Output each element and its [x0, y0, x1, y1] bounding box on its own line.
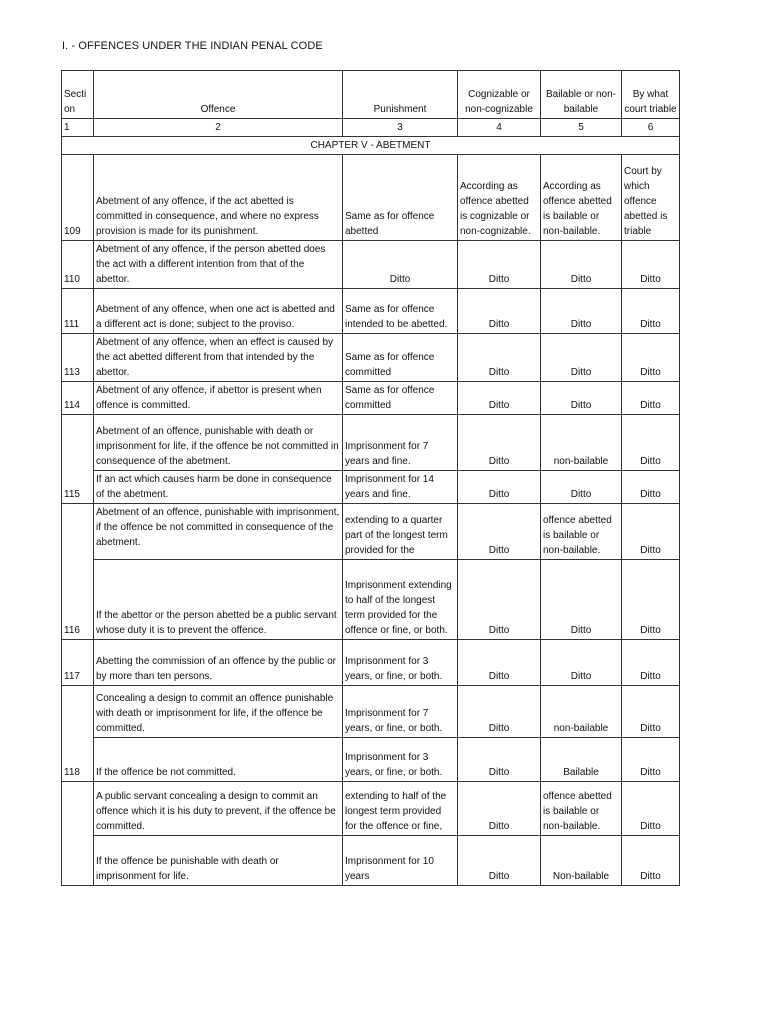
cognizable-cell: Ditto — [458, 782, 541, 836]
section-number: 114 — [62, 382, 94, 415]
court-cell: Ditto — [622, 334, 680, 382]
offence-cell: Concealing a design to commit an offence punishable with death or imprisonment for life, if the offence be committed. — [94, 686, 343, 738]
cognizable-cell: Ditto — [458, 382, 541, 415]
section-number: 113 — [62, 334, 94, 382]
table-row — [62, 415, 680, 471]
section-number: 118 — [62, 686, 94, 782]
offence-cell: Abetment of any offence, if abettor is present when offence is committed. — [94, 382, 343, 415]
bailable-cell: offence abetted is bailable or non-bailable. — [541, 504, 622, 560]
court-cell: Ditto — [622, 782, 680, 836]
bailable-cell: Ditto — [541, 640, 622, 686]
offences-table — [61, 70, 680, 886]
offence-cell: Abetment of an offence, punishable with imprisonment, if the offence be not committed in consequence of the abetment. — [94, 504, 343, 560]
court-cell: Ditto — [622, 640, 680, 686]
table-row — [62, 382, 680, 415]
table-row — [62, 836, 680, 886]
punishment-cell: Same as for offence committed — [343, 334, 458, 382]
section-number: 110 — [62, 241, 94, 289]
cognizable-cell: According as offence abetted is cognizable or non-cognizable. — [458, 155, 541, 241]
punishment-cell: Imprisonment extending to half of the longest term provided for the offence or fine, or both. — [343, 560, 458, 640]
court-cell: Ditto — [622, 415, 680, 471]
section-number: 117 — [62, 640, 94, 686]
bailable-cell: Ditto — [541, 241, 622, 289]
cognizable-cell: Ditto — [458, 504, 541, 560]
column-number: 4 — [458, 119, 541, 137]
column-number-row — [62, 119, 680, 137]
cognizable-cell: Ditto — [458, 738, 541, 782]
column-number: 1 — [62, 119, 94, 137]
table-row — [62, 560, 680, 640]
court-cell: Ditto — [622, 560, 680, 640]
header-row — [62, 71, 680, 119]
table-row — [62, 241, 680, 289]
offence-cell: If the offence be punishable with death or imprisonment for life. — [94, 836, 343, 886]
offence-cell: Abetment of any offence, when an effect is caused by the act abetted different from that intended by the abettor. — [94, 334, 343, 382]
bailable-cell: According as offence abetted is bailable or non-bailable. — [541, 155, 622, 241]
bailable-cell: Non-bailable — [541, 836, 622, 886]
bailable-cell: Bailable — [541, 738, 622, 782]
court-cell: Ditto — [622, 504, 680, 560]
offence-cell: Abetment of any offence, if the person abetted does the act with a different intention from that of the abettor. — [94, 241, 343, 289]
court-cell: Ditto — [622, 382, 680, 415]
section-number: 116 — [62, 504, 94, 640]
cognizable-cell: Ditto — [458, 415, 541, 471]
cognizable-cell: Ditto — [458, 471, 541, 504]
court-cell: Ditto — [622, 241, 680, 289]
court-cell: Ditto — [622, 836, 680, 886]
table-row — [62, 738, 680, 782]
section-number: 115 — [62, 415, 94, 504]
bailable-cell: Ditto — [541, 471, 622, 504]
bailable-cell: non-bailable — [541, 415, 622, 471]
column-number: 5 — [541, 119, 622, 137]
court-cell: Ditto — [622, 686, 680, 738]
document-title: I. - OFFENCES UNDER THE INDIAN PENAL CODE — [62, 40, 323, 52]
header-offence: Offence — [94, 71, 343, 119]
punishment-cell: Imprisonment for 3 years, or fine, or both. — [343, 738, 458, 782]
punishment-cell: Imprisonment for 7 years and fine. — [343, 415, 458, 471]
header-cognizable: Cognizable or non-cognizable — [458, 71, 541, 119]
offence-cell: Abetment of any offence, when one act is abetted and a different act is done; subject to the proviso. — [94, 289, 343, 334]
chapter-heading: CHAPTER V - ABETMENT — [62, 137, 680, 155]
offence-cell: If the offence be not committed. — [94, 738, 343, 782]
cognizable-cell: Ditto — [458, 640, 541, 686]
chapter-row — [62, 137, 680, 155]
cognizable-cell: Ditto — [458, 560, 541, 640]
cognizable-cell: Ditto — [458, 334, 541, 382]
header-punishment: Punishment — [343, 71, 458, 119]
court-cell: Ditto — [622, 738, 680, 782]
cognizable-cell: Ditto — [458, 836, 541, 886]
offence-cell: Abetment of any offence, if the act abetted is committed in consequence, and where no express provision is made for its punishment. — [94, 155, 343, 241]
bailable-cell: Ditto — [541, 334, 622, 382]
offence-cell: If the abettor or the person abetted be a public servant whose duty it is to prevent the offence. — [94, 560, 343, 640]
punishment-cell: Same as for offence intended to be abetted. — [343, 289, 458, 334]
bailable-cell: Ditto — [541, 289, 622, 334]
header-bailable: Bailable or non-bailable — [541, 71, 622, 119]
offence-cell: A public servant concealing a design to commit an offence which it is his duty to prevent, if the offence be committed. — [94, 782, 343, 836]
punishment-cell: Imprisonment for 7 years, or fine, or both. — [343, 686, 458, 738]
header-court: By what court triable — [622, 71, 680, 119]
table-row — [62, 471, 680, 504]
punishment-cell: extending to half of the longest term provided for the offence or fine, — [343, 782, 458, 836]
cognizable-cell: Ditto — [458, 289, 541, 334]
section-number — [62, 782, 94, 886]
punishment-cell: Imprisonment for 10 years — [343, 836, 458, 886]
bailable-cell: non-bailable — [541, 686, 622, 738]
bailable-cell: offence abetted is bailable or non-bailable. — [541, 782, 622, 836]
header-section: Secti on — [62, 71, 94, 119]
court-cell: Ditto — [622, 471, 680, 504]
punishment-cell: Same as for offence abetted — [343, 155, 458, 241]
column-number: 2 — [94, 119, 343, 137]
court-cell: Ditto — [622, 289, 680, 334]
punishment-cell: Imprisonment for 14 years and fine. — [343, 471, 458, 504]
cognizable-cell: Ditto — [458, 686, 541, 738]
column-number: 3 — [343, 119, 458, 137]
table-row — [62, 686, 680, 738]
punishment-cell: extending to a quarter part of the longest term provided for the — [343, 504, 458, 560]
offence-cell: If an act which causes harm be done in consequence of the abetment. — [94, 471, 343, 504]
table-row — [62, 640, 680, 686]
section-number: 111 — [62, 289, 94, 334]
section-number: 109 — [62, 155, 94, 241]
bailable-cell: Ditto — [541, 382, 622, 415]
offence-cell: Abetting the commission of an offence by the public or by more than ten persons. — [94, 640, 343, 686]
table-row — [62, 289, 680, 334]
punishment-cell: Imprisonment for 3 years, or fine, or both. — [343, 640, 458, 686]
column-number: 6 — [622, 119, 680, 137]
bailable-cell: Ditto — [541, 560, 622, 640]
table-row — [62, 155, 680, 241]
punishment-cell: Ditto — [343, 241, 458, 289]
table-row — [62, 334, 680, 382]
table-row — [62, 504, 680, 560]
offence-cell: Abetment of an offence, punishable with death or imprisonment for life, if the offence be not committed in consequence of the abetment. — [94, 415, 343, 471]
table-row — [62, 782, 680, 836]
cognizable-cell: Ditto — [458, 241, 541, 289]
punishment-cell: Same as for offence committed — [343, 382, 458, 415]
court-cell: Court by which offence abetted is triable — [622, 155, 680, 241]
